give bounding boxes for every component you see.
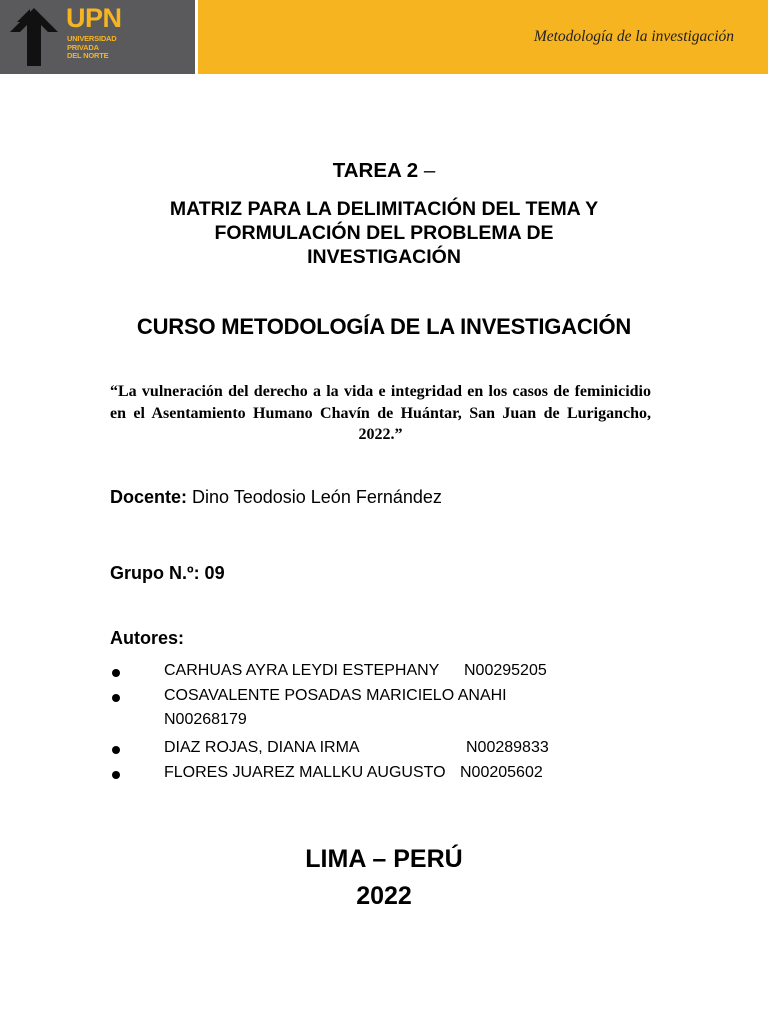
header-course-name: Metodología de la investigación (533, 28, 734, 45)
logo-upn-text: UPN (66, 3, 122, 33)
matrix-title-line: FORMULACIÓN DEL PROBLEMA DE (214, 222, 554, 244)
authors-label: Autores: (110, 628, 185, 648)
author-id: N00268179 (164, 711, 247, 728)
teacher-name: Dino Teodosio León Fernández (192, 487, 442, 507)
bullet-icon (112, 746, 120, 754)
author-id: N00295205 (464, 662, 547, 679)
upn-logo (0, 0, 198, 74)
task-dash: – (418, 159, 436, 182)
city-country: LIMA – PERÚ (305, 845, 463, 873)
upward-arrow-icon (8, 6, 60, 68)
bullet-icon (112, 694, 120, 702)
logo-sub-line: DEL NORTE (67, 51, 109, 60)
author-id: N00289833 (466, 739, 549, 756)
course-title: CURSO METODOLOGÍA DE LA INVESTIGACIÓN (136, 314, 632, 339)
matrix-title-line: INVESTIGACIÓN (307, 246, 461, 268)
teacher-line (110, 487, 442, 508)
author-id: N00205602 (460, 764, 543, 781)
matrix-title-line: MATRIZ PARA LA DELIMITACIÓN DEL TEMA Y (169, 198, 599, 220)
bullet-icon (112, 669, 120, 677)
author-name: COSAVALENTE POSADAS MARICIELO ANAHI (164, 687, 507, 704)
teacher-label: Docente: (110, 487, 188, 507)
author-name: DIAZ ROJAS, DIANA IRMA (164, 739, 360, 756)
logo-subtitle (67, 35, 116, 61)
matrix-title (0, 197, 768, 269)
task-number: TAREA 2 (332, 159, 419, 182)
bullet-icon (112, 771, 120, 779)
author-name: CARHUAS AYRA LEYDI ESTEPHANY (164, 662, 440, 679)
group-number: Grupo N.º: 09 (110, 563, 225, 583)
logo-sub-line: UNIVERSIDAD (67, 34, 117, 43)
header-banner (198, 0, 768, 74)
author-name: FLORES JUAREZ MALLKU AUGUSTO (164, 764, 446, 781)
year: 2022 (356, 882, 412, 910)
page-header (0, 0, 768, 74)
task-title (0, 159, 768, 183)
logo-sub-line: PRIVADA (67, 42, 99, 52)
research-topic-quote: “La vulneración del derecho a la vida e integridad en los casos de feminicidio en el Asentamiento Humano Chavín de Huántar, San Juan de Lurigancho, 2022.” (110, 383, 651, 443)
